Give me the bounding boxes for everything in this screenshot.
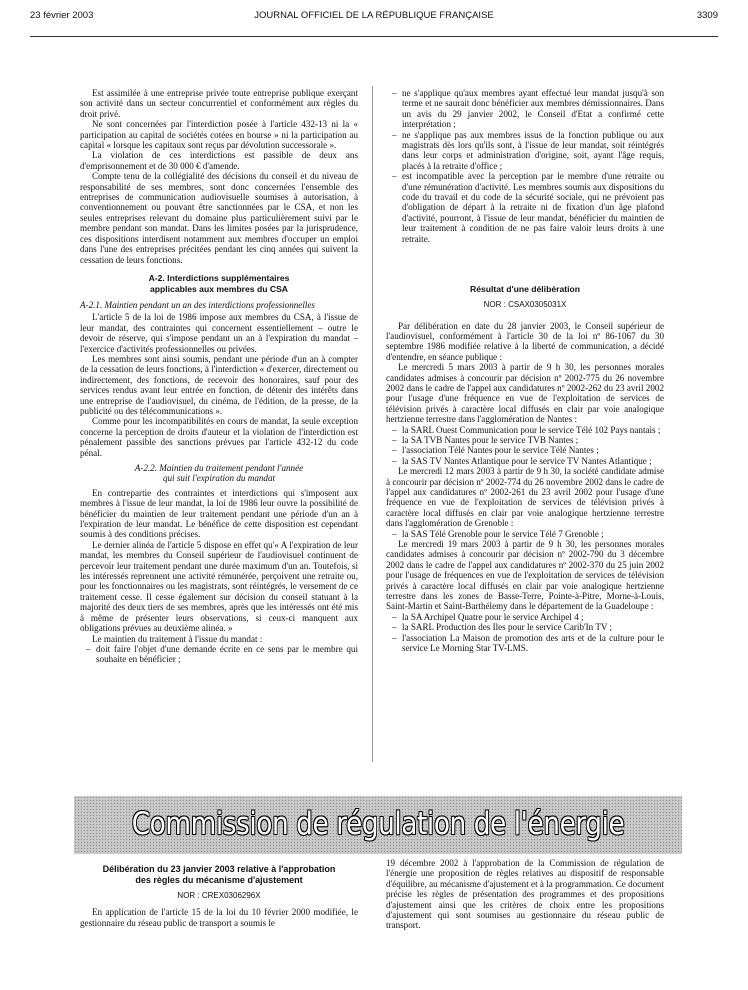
- heading-line: A-2. Interdictions supplémentaires: [148, 272, 290, 283]
- paragraph: Le mercredi 19 mars 2003 à partir de 9 h 30, les personnes morales candidates admises à concourir par décision nº 2002-790 du 3 décembre 2002 dans le cadre de l'appel aux candidatures nº 2002-370 du 25 juin 2002 pour l'usage de fréquences en vue de l'exploitation de services de télévision privés à caractère local diffusés en clair par voie analogique hertzienne terrestre dans les zones de Basse-Terre, Pointe-à-Pitre, Morne-à-Louis, Saint-Martin et Saint-Barthélemy dans le département de la Guadeloupe :: [386, 539, 664, 612]
- list-item: – ne s'applique pas aux membres issus de la fonction publique ou aux magistrats dès lors qu'ils sont, à l'issue de leur mandat, soit réintégrés dans leur corps et administration d'origine, soit, ayant l'âge requis, placés à la retraite d'office ;: [386, 130, 664, 172]
- bottom-left-column: [80, 858, 358, 928]
- paragraph: Ne sont concernées par l'interdiction posée à l'article 432-13 ni la « participation au capital de sociétés cotées en bourse » ni la participation au capital « lorsque les capitaux sont reçus par dévolution successorale ».: [80, 119, 358, 151]
- paragraph: 19 décembre 2002 à l'approbation de la Commission de régulation de l'énergie une proposition de règles relatives au dispositif de responsable d'équilibre, au mécanisme d'ajustement et à la programmation. Ce document précise les règles de présentation des programmes et des propositions d'ajustement ainsi que les critères de choix entre les propositions d'ajustement qui sont soumises au gestionnaire du réseau public de transport.: [386, 858, 664, 931]
- list-item: – l'association Télé Nantes pour le service Télé Nantes ;: [386, 445, 664, 455]
- heading-line: Délibération du 23 janvier 2003 relative à l'approbation: [102, 864, 336, 874]
- deliberation-heading: [80, 864, 358, 886]
- paragraph: Les membres sont ainsi soumis, pendant une période d'un an à compter de la cessation de leurs fonctions, à l'interdiction « d'exercer, directement ou indirectement, des fonctions, de recevoir des honoraires, sauf pour des services rendus avant leur entrée en fonction, de détenir des intérêts dans une entreprise de l'audiovisuel, du cinéma, de l'édition, de la presse, de la publicité ou des télécommunications ».: [80, 353, 358, 416]
- list-item: – est incompatible avec la perception par le membre d'une retraite ou d'une rémunération d'activité. Les membres soumis aux dispositions du code du travail et du code de la sécurité sociale, qui ne prévoient pas d'obligation de départ à la retraite ni de fixation d'un âge plafond d'activité, pourront, à l'issue de leur mandat, bénéficier du maintien de leur traitement à condition de ne pas faire valoir leurs droits à une retraite.: [386, 171, 664, 244]
- header-rule: [30, 36, 718, 37]
- paragraph: L'article 5 de la loi de 1986 impose aux membres du CSA, à l'issue de leur mandat, des contraintes qui concernent essentiellement – outre le devoir de réserve, qui s'impose pendant un an à l'expiration du mandat – l'exercice d'activités professionnelles ou privées.: [80, 312, 358, 354]
- paragraph: Le mercredi 12 mars 2003 à partir de 9 h 30, la société candidate admise à concourir par décision nº 2002-774 du 26 novembre 2002 dans le cadre de l'appel aux candidatures nº 2002-261 du 23 avril 2002 pour l'usage d'une fréquence en vue de l'exploitation de services de télévision privés à caractère local diffusés en clair par voie analogique hertzienne terrestre dans l'agglomération de Grenoble :: [386, 466, 664, 529]
- left-column: [80, 88, 358, 665]
- paragraph: En contrepartie des contraintes et interdictions qui s'imposent aux membres à l'issue de leur mandat, la loi de 1986 leur ouvre la possibilité de bénéficier du maintien de leur traitement pendant une période d'un an à l'expiration de leur mandat. Le bénéfice de cette disposition est cependant soumis à des conditions précises.: [80, 487, 358, 540]
- paragraph: Comme pour les incompatibilités en cours de mandat, la seule exception concerne la perception de droits d'auteur et la violation de l'interdiction est pénalement passible des sanctions prévues par l'article 432-12 du code pénal.: [80, 416, 358, 458]
- bottom-right-column: [386, 858, 664, 931]
- heading-line: des règles du mécanisme d'ajustement: [135, 875, 303, 885]
- paragraph: En application de l'article 15 de la loi du 10 février 2000 modifiée, le gestionnaire du réseau public de transport a soumis le: [80, 907, 358, 928]
- heading-line: A-2.2. Maintien du traitement pendant l'année: [134, 463, 304, 473]
- subheading-a21: A-2.1. Maintien pendant un an des interdictions professionnelles: [80, 299, 315, 310]
- running-header: [30, 10, 718, 30]
- heading-line: applicables aux membres du CSA: [149, 283, 289, 294]
- list-item: – la SARL Ouest Communication pour le service Télé 102 Pays nantais ;: [386, 425, 664, 435]
- banner-title: Commission de régulation de l'énergie: [131, 806, 625, 842]
- header-page-number: 3309: [696, 10, 718, 21]
- paragraph: Est assimilée à une entreprise privée toute entreprise publique exerçant son activité dans un secteur concurrentiel et conformément aux règles du droit privé.: [80, 88, 358, 119]
- header-date: 23 février 2003: [30, 10, 94, 21]
- subheading-a22: [80, 463, 358, 484]
- paragraph: Le maintien du traitement à l'issue du mandat :: [92, 633, 263, 644]
- list-item: – la SARL Production des Iles pour le service Carib'In TV ;: [386, 622, 664, 632]
- paragraph: Le mercredi 5 mars 2003 à partir de 9 h 30, les personnes morales candidates admises à concourir par décision nº 2002-775 du 26 novembre 2002 dans le cadre de l'appel aux candidatures nº 2002-262 du 23 avril 2002 pour l'usage d'une fréquence en vue de l'exploitation de services de télévision privés à caractère local diffusés en clair par voie analogique hertzienne terrestre dans l'agglomération de Nantes :: [386, 362, 664, 425]
- right-column: [386, 88, 664, 654]
- heading-line: qui suit l'expiration du mandat: [162, 473, 276, 484]
- section-banner: [74, 796, 682, 854]
- list-item: – doit faire l'objet d'une demande écrite en ce sens par le membre qui souhaite en bénéficier ;: [80, 644, 358, 665]
- list-item: – la SA Archipel Quatre pour le service Archipel 4 ;: [386, 612, 664, 622]
- list-item: – la SAS TV Nantes Atlantique pour le service TV Nantes Atlantique ;: [386, 456, 664, 466]
- header-journal-title: JOURNAL OFFICIEL DE LA RÉPUBLIQUE FRANÇAISE: [254, 10, 494, 21]
- list-item: – la SAS Télé Grenoble pour le service Télé 7 Grenoble ;: [386, 529, 664, 539]
- list-item: – l'association La Maison de promotion des arts et de la culture pour le service Le Morning Star TV-LMS.: [386, 633, 664, 654]
- section-heading-a2: [80, 273, 358, 295]
- nor-reference: NOR : CSAX0305031X: [483, 300, 567, 310]
- paragraph: Par délibération en date du 28 janvier 2003, le Conseil supérieur de l'audiovisuel, conformément à l'article 30 de la loi nº 86-1067 du 30 septembre 1986 modifiée relative à la liberté de communication, a décidé d'entendre, en séance publique :: [386, 320, 664, 362]
- list-item: – ne s'applique qu'aux membres ayant effectué leur mandat jusqu'à son terme et ne saurait donc bénéficier aux membres démissionnaires. Dans un avis du 29 janvier 2002, le Conseil d'Etat a confirmé cette interprétation ;: [386, 88, 664, 130]
- nor-reference: NOR : CREX0306296X: [177, 891, 261, 900]
- paragraph: Le dernier alinéa de l'article 5 dispose en effet qu'« A l'expiration de leur mandat, les membres du Conseil supérieur de l'audiovisuel continuent de percevoir leur traitement pendant une durée maximum d'un an. Toutefois, si les intéressés reprennent une activité rémunérée, perçoivent une retraite ou, pour les fonctionnaires ou les magistrats, sont réintégrés, le versement de ce traitement cesse. Il cesse également sur décision du conseil statuant à la majorité des deux tiers de ses membres, après que les intéressés ont été mis à même de présenter leurs observations, si ceux-ci manquent aux obligations prévues au deuxième alinéa. »: [80, 539, 358, 634]
- paragraph: Compte tenu de la collégialité des décisions du conseil et du niveau de responsabilité de ses membres, sont donc concernées l'ensemble des entreprises de communication audiovisuelle soumises à autorisation, à conventionnement ou pouvant être sanctionnées par le CSA, et non les seules entreprises relevant du domaine plus particulièrement suivi par le membre pendant son mandat. Dans les limites posées par la jurisprudence, ces dispositions interdisent notamment aux membres d'occuper un emploi dans l'une des entreprises précitées pendant les cinq années qui suivent la cessation de leurs fonctions.: [80, 171, 358, 265]
- paragraph: La violation de ces interdictions est passible de deux ans d'emprisonnement et de 30 000 € d'amende.: [80, 150, 358, 171]
- section-heading-result: Résultat d'une délibération: [470, 284, 580, 295]
- list-item: – la SA TVB Nantes pour le service TVB Nantes ;: [386, 435, 664, 445]
- column-divider: [372, 86, 373, 762]
